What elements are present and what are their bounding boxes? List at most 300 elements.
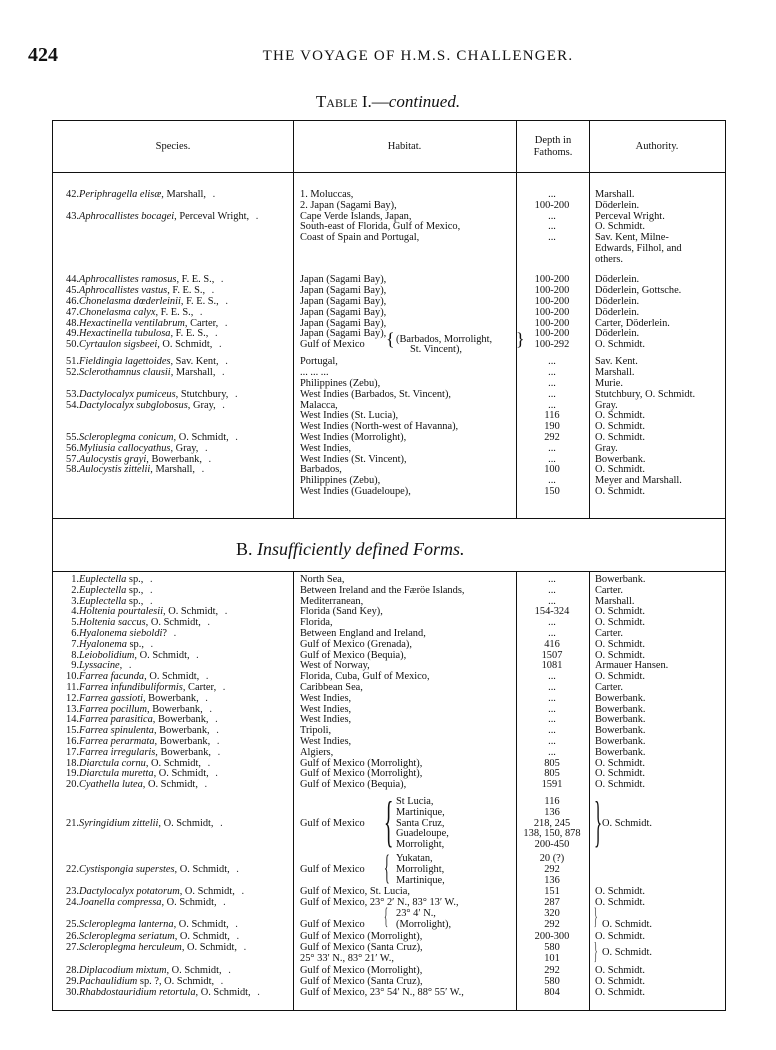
species-author: , Stutchbury, <box>175 388 229 400</box>
species-name: Hyalonema <box>79 638 127 650</box>
row-number: 30. <box>66 986 79 998</box>
row-number: 20. <box>66 779 79 791</box>
habitat-main: Gulf of Mexico <box>300 918 365 930</box>
habitat-cell: West Indies, <box>300 736 352 747</box>
authority-cell: Döderlein, Gottsche. <box>595 285 682 297</box>
authority-cell: Sav. Kent. <box>595 356 638 368</box>
authority-cell: Carter, Döderlein. <box>595 317 670 329</box>
species-name: Dactylocalyx pumiceus <box>79 388 176 400</box>
species-name: Dactylocalyx potatorum <box>79 886 180 897</box>
authority-cell: Meyer and Marshall. <box>595 475 682 487</box>
species-name: Syringidium zittelii <box>79 817 159 829</box>
species-name: Farrea perarmata <box>79 736 155 747</box>
species-name: Chonelasma calyx <box>79 306 156 318</box>
habitat-sub: 23° 4′ N., <box>396 908 436 919</box>
authority-cell: Bowerbank. <box>595 746 646 758</box>
leader-dots: . <box>236 942 251 953</box>
authority-cell: O. Schmidt. <box>595 421 645 433</box>
brace: { <box>384 849 390 887</box>
species-name: Chonelasma dœderleinii <box>79 295 181 307</box>
depth-cell: ... <box>548 442 556 454</box>
habitat-cell: West Indies (Guadeloupe), <box>300 486 411 497</box>
species-name: Aphrocallistes vastus <box>79 285 168 297</box>
authority-cell: O. Schmidt. <box>595 965 645 976</box>
depth-cell: ... <box>548 692 556 704</box>
col-divider <box>589 121 590 518</box>
authority-cell: O. Schmidt. <box>595 617 645 629</box>
header-rule <box>53 172 725 173</box>
species-author: , O. Schmidt, <box>174 931 230 942</box>
row-number: 55. <box>66 432 79 443</box>
row-number: 48. <box>66 317 79 329</box>
habitat-sub: (Barbados, Morrolight, <box>396 334 493 346</box>
authority-cell: O. Schmidt. <box>595 410 645 422</box>
row-number: 50. <box>66 339 79 351</box>
authority-cell: Döderlein. <box>595 328 640 340</box>
authority-cell: O. Schmidt. <box>602 918 652 930</box>
leader-dots: . <box>143 638 158 650</box>
habitat-cell: Florida (Sand Key), <box>300 606 383 618</box>
species-name: Aulocystis grayi <box>79 453 147 465</box>
row-number: 42. <box>66 189 79 200</box>
species-name: Myliusia callocyathus <box>79 442 171 454</box>
species-name: Diarctula cornu <box>79 757 146 769</box>
authority-cell: O. Schmidt. <box>595 464 645 476</box>
habitat-cell: Mediterranean, <box>300 595 364 607</box>
depth-cell: 100-200 <box>534 295 570 307</box>
depth-cell: ... <box>548 725 556 737</box>
species-author: , Marshall, <box>150 464 196 476</box>
depth-cell: 292 <box>544 863 560 875</box>
species-author: , O. Schmidt, <box>145 757 201 769</box>
habitat-cell: West Indies (Morrolight), <box>300 432 407 443</box>
table-title-suffix: continued. <box>388 92 461 111</box>
habitat-cell: Japan (Sagami Bay), <box>300 285 387 297</box>
authority-cell: O. Schmidt. <box>595 896 645 908</box>
habitat-cell: Gulf of Mexico, 23° 2′ N., 83° 13′ W., <box>300 896 459 908</box>
row-number: 8. <box>71 649 79 661</box>
depth-cell: 1507 <box>541 649 563 661</box>
habitat-sub: Morrolight, <box>396 839 445 851</box>
depth-cell: 151 <box>544 886 560 897</box>
row-number: 45. <box>66 285 79 297</box>
authority-cell: O. Schmidt. <box>595 886 645 897</box>
habitat-cell: 25° 33′ N., 83° 21′ W., <box>300 952 394 964</box>
authority-cell: Bowerbank. <box>595 453 646 465</box>
habitat-cell: Gulf of Mexico (Bequia), <box>300 779 407 791</box>
depth-cell: 292 <box>544 965 560 976</box>
habitat-cell: Florida, <box>300 617 333 629</box>
row-number: 3. <box>71 595 79 607</box>
species-name: Lyssacine <box>79 660 120 672</box>
species-name: Diarctula muretta <box>79 768 154 780</box>
row-number: 27. <box>66 942 79 953</box>
running-head <box>28 44 768 70</box>
habitat-main: Gulf of Mexico <box>300 863 365 875</box>
species-name: Diplacodium mixtum <box>79 965 167 976</box>
species-author: , O. Schmidt, <box>161 896 217 908</box>
habitat-cell: Florida, Cuba, Gulf of Mexico, <box>300 671 430 683</box>
species-author: sp., <box>126 595 144 607</box>
species-author: , O. Schmidt, <box>158 817 214 829</box>
depth-cell: ... <box>548 574 556 585</box>
species-name: Scleroplegma lanterna <box>79 918 174 930</box>
habitat-cell: Algiers, <box>300 746 334 758</box>
leader-dots: . <box>218 606 232 618</box>
leader-dots: . <box>214 975 228 987</box>
row-number: 28. <box>66 965 79 976</box>
habitat-cell: 2. Japan (Sagami Bay), <box>300 199 397 211</box>
species-author: , Carter, <box>182 682 217 693</box>
depth-cell: ... <box>548 703 556 715</box>
row-number: 29. <box>66 975 79 987</box>
leader-dots: . <box>122 660 136 672</box>
row-number: 47. <box>66 306 79 318</box>
species-author: , Bowerbank, <box>155 746 211 758</box>
habitat-cell: Gulf of Mexico (Morrolight), <box>300 965 423 976</box>
leader-dots: . <box>215 399 229 411</box>
species-name: Hexactinella tubulosa <box>79 328 171 340</box>
authority-cell: Marshall. <box>595 595 635 607</box>
authority-cell: Edwards, Filhol, and <box>595 243 682 254</box>
leader-dots: . <box>208 768 222 780</box>
species-name: Scleroplegma herculeum <box>79 942 182 953</box>
authority-cell: Murie. <box>595 378 623 389</box>
col-divider <box>589 571 590 1011</box>
row-number: 51. <box>66 356 79 368</box>
depth-cell: 100-200 <box>534 306 570 318</box>
row-number: 15. <box>66 725 79 737</box>
species-author: , Marshall, <box>170 367 216 379</box>
species-name: Sclerothamnus clausii <box>79 367 171 379</box>
leader-dots: . <box>143 584 157 596</box>
species-author: , Bowerbank, <box>147 703 203 715</box>
species-author: , O. Schmidt, <box>163 606 219 618</box>
species-cell <box>79 898 230 909</box>
depth-cell: 154-324 <box>534 606 570 618</box>
habitat-cell: Philippines (Zebu), <box>300 378 381 389</box>
species-name: Aphrocallistes ramosus <box>79 274 177 286</box>
species-author: , Bowerbank, <box>142 692 199 704</box>
habitat-sub: Yukatan, <box>396 853 433 864</box>
depth-cell: 116 <box>544 796 560 807</box>
habitat-cell: North Sea, <box>300 574 345 585</box>
species-name: Scleroplegma seriatum <box>79 931 175 942</box>
species-author: , Bowerbank, <box>153 725 210 737</box>
row-number: 25. <box>66 918 79 930</box>
species-author: , Gray, <box>170 442 199 454</box>
species-author: ? <box>162 628 168 639</box>
habitat-cell: Cape Verde Islands, Japan, <box>300 210 412 222</box>
leader-dots: . <box>234 886 249 897</box>
species-cell <box>79 865 243 876</box>
depth-cell: 100-200 <box>534 274 570 286</box>
habitat-sub: Martinique, <box>396 874 445 886</box>
col-divider <box>293 121 294 518</box>
authority-cell: O. Schmidt. <box>595 339 645 351</box>
authority-cell: Döderlein. <box>595 306 640 318</box>
species-name: Euplectella <box>79 595 127 607</box>
authority-cell: O. Schmidt. <box>595 779 645 791</box>
species-author: , Marshall, <box>161 189 206 200</box>
authority-cell: Carter. <box>595 584 623 596</box>
habitat-sub: St Lucia, <box>396 796 434 807</box>
row-number: 5. <box>71 617 79 629</box>
species-author: , O. Schmidt, <box>179 886 235 897</box>
authority-cell: Bowerbank. <box>595 703 646 715</box>
authority-cell: O. Schmidt. <box>595 486 645 497</box>
leader-dots: . <box>208 328 222 340</box>
row-number: 9. <box>71 660 79 672</box>
depth-cell: ... <box>548 210 556 222</box>
depth-cell: 200-450 <box>534 839 570 851</box>
depth-cell: ... <box>548 378 556 389</box>
habitat-cell: Portugal, <box>300 356 338 368</box>
species-author: , Sav. Kent, <box>170 356 219 368</box>
habitat-sub: Martinique, <box>396 806 445 818</box>
species-author: , O. Schmidt, <box>173 432 229 443</box>
species-cell <box>79 988 264 999</box>
authority-cell: O. Schmidt. <box>595 757 645 769</box>
authority-cell: O. Schmidt. <box>595 221 645 233</box>
species-author: , Bowerbank, <box>154 736 211 747</box>
species-author: , O. Schmidt, <box>166 965 222 976</box>
habitat-cell: West Indies (Barbados, St. Vincent), <box>300 388 452 400</box>
species-name: Leiobolidium <box>79 649 135 661</box>
leader-dots: . <box>218 317 232 329</box>
depth-cell: ... <box>548 682 556 693</box>
species-name: Periphragella elisæ <box>79 189 162 200</box>
depth-cell: 190 <box>544 421 560 433</box>
authority-cell: Marshall. <box>595 367 635 379</box>
leader-dots: . <box>198 442 212 454</box>
habitat-cell: Gulf of Mexico (Morrolight), <box>300 931 423 942</box>
species-name: Farrea spinulenta <box>79 725 154 737</box>
row-number: 2. <box>71 584 79 596</box>
section-b-text: Insufficiently defined Forms. <box>257 539 465 559</box>
depth-cell: 100-292 <box>534 339 570 351</box>
leader-dots: . <box>228 918 242 930</box>
species-author: , O. Schmidt, <box>145 617 201 629</box>
depth-cell: ... <box>548 736 556 747</box>
depth-cell: 200-300 <box>534 931 570 942</box>
header-species: Species. <box>155 141 191 152</box>
species-name: Farrea pocillum <box>79 703 148 715</box>
authority-cell: O. Schmidt. <box>595 931 645 942</box>
depth-cell: ... <box>548 475 556 487</box>
leader-dots: . <box>228 432 242 443</box>
leader-dots: . <box>209 725 223 737</box>
row-number: 57. <box>66 453 79 465</box>
habitat-sub: Morrolight, <box>396 863 445 875</box>
species-name: Holtenia pourtalesii <box>79 606 163 618</box>
depth-cell: 100-200 <box>534 328 570 340</box>
row-number: 4. <box>71 606 79 618</box>
leader-dots: . <box>198 692 212 704</box>
leader-dots: . <box>195 464 209 476</box>
authority-cell: Döderlein. <box>595 274 640 286</box>
depth-cell: 1591 <box>541 779 563 791</box>
species-cell <box>79 465 208 476</box>
species-name: Farrea facunda <box>79 671 145 683</box>
species-author: , O. Schmidt, <box>144 671 200 683</box>
depth-cell: 136 <box>544 806 560 818</box>
leader-dots: . <box>214 274 228 286</box>
table-title-prefix: Table I.— <box>315 92 389 111</box>
depth-cell: ... <box>548 189 556 200</box>
species-author: , O. Schmidt, <box>153 768 209 780</box>
habitat-cell: Japan (Sagami Bay), <box>300 317 387 329</box>
row-number: 46. <box>66 295 79 307</box>
section-rule <box>53 571 725 572</box>
row-number: 7. <box>71 638 79 650</box>
species-author: , O. Schmidt, <box>195 986 251 998</box>
leader-dots: . <box>213 817 227 829</box>
habitat-cell: Gulf of Mexico, St. Lucia, <box>300 886 410 897</box>
species-cell <box>79 920 242 931</box>
leader-dots: . <box>199 671 213 683</box>
species-name: Euplectella <box>79 574 127 585</box>
habitat-cell: Japan (Sagami Bay), <box>300 295 387 307</box>
authority-cell: Gray. <box>595 442 618 454</box>
habitat-cell: Caribbean Sea, <box>300 682 363 693</box>
habitat-cell: West Indies (St. Lucia), <box>300 410 399 422</box>
table-title <box>0 92 776 112</box>
habitat-cell: Barbados, <box>300 464 342 476</box>
species-name: Hyalonema sieboldi <box>79 628 163 639</box>
depth-cell: 292 <box>544 432 560 443</box>
habitat-cell: 1. Moluccas, <box>300 189 354 200</box>
depth-cell: 805 <box>544 768 560 780</box>
depth-cell: 136 <box>544 874 560 886</box>
authority-cell: O. Schmidt. <box>595 638 645 650</box>
row-number: 26. <box>66 931 79 942</box>
species-cell <box>79 212 262 223</box>
authority-cell: Bowerbank. <box>595 725 646 737</box>
row-number: 54. <box>66 399 79 411</box>
species-name: Rhabdostauridium retortula <box>79 986 196 998</box>
brace: } <box>594 939 598 965</box>
habitat-cell: Philippines (Zebu), <box>300 475 381 487</box>
depth-cell: ... <box>548 671 556 683</box>
leader-dots: . <box>205 285 219 297</box>
depth-cell: 138, 150, 878 <box>523 828 581 840</box>
habitat-cell: West Indies, <box>300 714 352 726</box>
species-author: , F. E. S., <box>176 274 215 286</box>
row-number: 56. <box>66 442 79 454</box>
species-author: , O. Schmidt, <box>174 863 230 875</box>
row-number: 53. <box>66 388 79 400</box>
species-author: , Bowerbank, <box>146 453 202 465</box>
habitat-sub: (Morrolight), <box>396 918 452 930</box>
leader-dots: . <box>197 779 212 791</box>
depth-cell: 100-200 <box>534 317 570 329</box>
species-name: Cyrtaulon sigsbeei <box>79 339 158 351</box>
page-number: 424 <box>28 44 58 66</box>
species-name: Farrea irregularis <box>79 746 156 758</box>
habitat-cell: West Indies (North-west of Havanna), <box>300 421 459 433</box>
habitat-cell: West Indies, <box>300 703 352 715</box>
habitat-main: Gulf of Mexico <box>300 817 365 829</box>
leader-dots: . <box>193 306 207 318</box>
row-number: 43. <box>66 210 79 222</box>
header-habitat: Habitat. <box>387 141 422 152</box>
brace: { <box>384 791 394 853</box>
leader-dots: . <box>229 863 243 875</box>
depth-cell: ... <box>548 595 556 607</box>
depth-cell: 580 <box>544 942 560 953</box>
authority-cell: Bowerbank. <box>595 574 646 585</box>
habitat-cell: ... ... ... <box>300 367 329 379</box>
habitat-cell: Between Ireland and the Færöe Islands, <box>300 584 465 596</box>
species-name: Fieldingia lagettoides <box>79 356 171 368</box>
leader-dots: . <box>215 367 229 379</box>
row-number: 16. <box>66 736 79 747</box>
species-cell <box>79 780 211 791</box>
habitat-sub: Guadeloupe, <box>396 828 449 840</box>
authority-cell: Perceval Wright. <box>595 210 665 222</box>
species-name: Joanella compressa <box>79 896 162 908</box>
row-number: 44. <box>66 274 79 286</box>
authority-cell: Carter. <box>595 628 623 639</box>
depth-cell: ... <box>548 453 556 465</box>
row-number: 18. <box>66 757 79 769</box>
habitat-cell: Tripoli, <box>300 725 332 737</box>
species-author: , F. E. S., <box>167 285 206 297</box>
leader-dots: . <box>218 295 232 307</box>
row-number: 22. <box>66 863 79 875</box>
species-author: sp., <box>126 638 144 650</box>
species-name: Pachaulidium <box>79 975 138 987</box>
depth-cell: ... <box>548 399 556 411</box>
species-cell <box>79 368 229 379</box>
leader-dots: . <box>202 703 216 715</box>
leader-dots: . <box>221 965 235 976</box>
authority-cell: Carter. <box>595 682 623 693</box>
species-name: Hexactinella ventilabrum <box>79 317 185 329</box>
leader-dots: . <box>201 453 216 465</box>
depth-cell: 101 <box>544 952 560 964</box>
species-author: , Gray, <box>187 399 216 411</box>
running-title: THE VOYAGE OF H.M.S. CHALLENGER. <box>262 48 574 64</box>
leader-dots: . <box>211 746 225 758</box>
leader-dots: . <box>206 189 220 200</box>
row-number: 13. <box>66 703 79 715</box>
depth-cell: ... <box>548 232 556 244</box>
species-author: , Perceval Wright, <box>174 210 250 222</box>
authority-cell: Döderlein. <box>595 199 640 211</box>
leader-dots: . <box>216 682 230 693</box>
leader-dots: . <box>201 757 215 769</box>
depth-cell: 218, 245 <box>533 817 571 829</box>
habitat-cell: Gulf of Mexico (Bequia), <box>300 649 407 661</box>
authority-cell: Döderlein. <box>595 295 640 307</box>
depth-cell: ... <box>548 221 556 233</box>
leader-dots: . <box>167 628 181 639</box>
species-name: Dactylocalyx subglobosus <box>79 399 188 411</box>
row-number: 12. <box>66 692 79 704</box>
depth-cell: 100-200 <box>534 285 570 297</box>
species-name: Holtenia saccus <box>79 617 146 629</box>
habitat-sub: Santa Cruz, <box>396 817 445 829</box>
species-cell <box>79 401 229 412</box>
row-number: 19. <box>66 768 79 780</box>
section-b-letter: B. <box>236 539 253 559</box>
habitat-cell: Gulf of Mexico (Santa Cruz), <box>300 975 423 987</box>
species-name: Aulocystis zittelii <box>79 464 151 476</box>
authority-cell: O. Schmidt. <box>595 649 645 661</box>
habitat-main: Gulf of Mexico <box>300 339 365 351</box>
